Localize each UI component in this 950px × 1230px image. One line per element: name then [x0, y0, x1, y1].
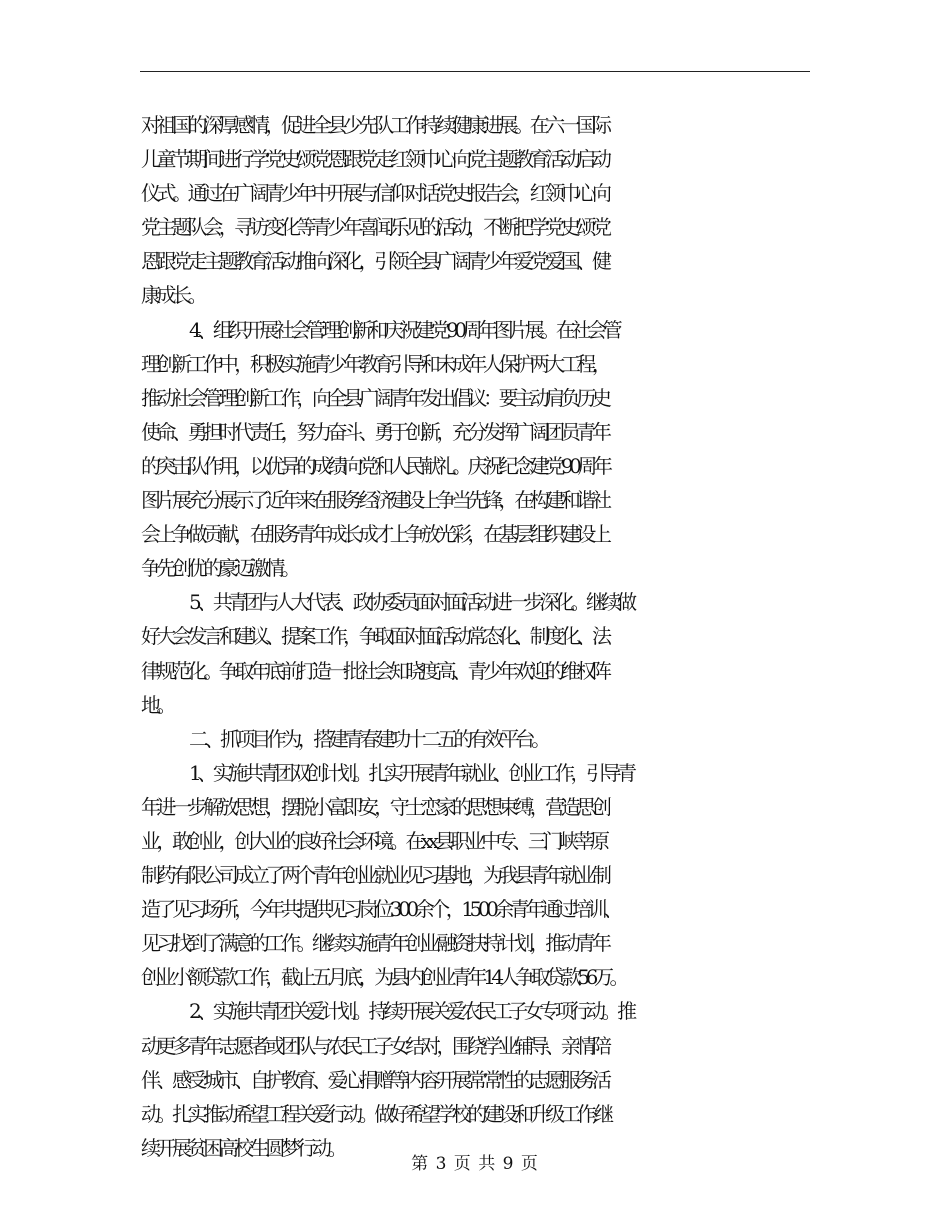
text-line: 伴、感受城市、自护教育、爱心捐赠等内容开展常常性的志愿服务活 [141, 1067, 608, 1092]
text-line: 恩跟党走主题教育活动推向深化，引领全县广阔青少年爱党爱国、健 [141, 249, 608, 274]
text-line: 5、共青团与人大代表、政协委员面对面活动进一步深化。继续做 [189, 590, 633, 615]
text-line: 二、抓项目作为，搭建青春建功十二五的有效平台。 [189, 726, 547, 751]
text-line: 地。 [141, 692, 173, 717]
text-line: 仪式。通过在广阔青少年中开展与信仰对话党史报告会，红领巾心向 [141, 181, 608, 206]
text-line: 康成长。 [141, 283, 204, 308]
text-line: 图片展充分展示了近年来在服务经济建设上争当先锋，在构建和谐社 [141, 488, 608, 513]
text-line: 律规范化。争取年底前打造一批社会知晓度高、青少年欢迎的维权阵 [141, 658, 608, 683]
text-line: 动。扎实推动希望工程关爱行动。做好希望学校的建设和升级工作;继 [141, 1101, 610, 1126]
text-line: 争先创优的豪迈激情。 [141, 556, 297, 581]
text-line: 4、组织开展社会管理创新和庆祝建党90周年图片展。在社会管 [189, 317, 619, 342]
text-line: 理创新工作中，积极实施青少年教育引导和未成年人保护两大工程， [141, 351, 608, 376]
text-line: 会上争做贡献，在服务青年成长成才上争放光彩，在基层组织建设上 [141, 522, 608, 547]
text-line: 推动社会管理创新工作，向全县广阔青年发出倡议：要主动肩负历史 [141, 385, 608, 410]
page-number-footer: 第 3 页 共 9 页 [411, 1154, 539, 1174]
text-line: 见习找到了满意的工作。继续实施青年创业融资扶持计划，推动青年 [141, 931, 608, 956]
text-line: 对祖国的深厚感情，促进全县少先队工作持续健康进展。在六一国际 [141, 113, 608, 137]
text-line: 业，敢创业，创大业的良好社会环境。在xx县职业中专、三门峡莘原 [141, 828, 606, 853]
text-line: 好大会发言和建议、提案工作，争取面对面活动常态化、制度化、法 [141, 624, 608, 649]
text-line: 造了见习场所，今年共提供见习岗位300余个，1500余青年通过培训、 [141, 897, 619, 922]
text-line: 党主题队会，寻访变化等青少年喜闻乐见的活动，不断把学党史颂党 [141, 215, 608, 240]
text-line: 动更多青年志愿者或团队与农民工子女结对，围绕学业辅导、亲情陪 [141, 1033, 608, 1058]
text-line: 的突击队作用，以优异的成绩向党和人民献礼。庆祝纪念建党90周年 [141, 453, 609, 478]
text-line: 2、实施共青团关爱计划。持续开展关爱农民工子女专项行动。推 [189, 999, 633, 1024]
text-line: 1、实施共青团双创计划。扎实开展青年就业、创业工作，引导青 [189, 760, 633, 785]
text-line: 续开展贫困高校生圆梦行动。 [141, 1135, 344, 1160]
text-line: 制药有限公司成立了两个青年创业就业见习基地，为我县青年就业制 [141, 863, 608, 888]
text-line: 儿童节期间进行学党史颂党恩跟党走红领巾心向党主题教育活动启动 [141, 147, 608, 172]
document-body [141, 108, 825, 1165]
header-rule [140, 71, 810, 72]
text-line: 创业小额贷款工作，截止五月底，为县内创业青年14人争取贷款56万。 [141, 965, 626, 990]
text-line: 年进一步解放思想，摆脱小富即安，守土恋家的思想束缚，营造思创 [141, 794, 608, 819]
text-line: 使命、勇担时代责任，努力奋斗、勇于创新，充分发挥广阔团员青年 [141, 419, 608, 444]
